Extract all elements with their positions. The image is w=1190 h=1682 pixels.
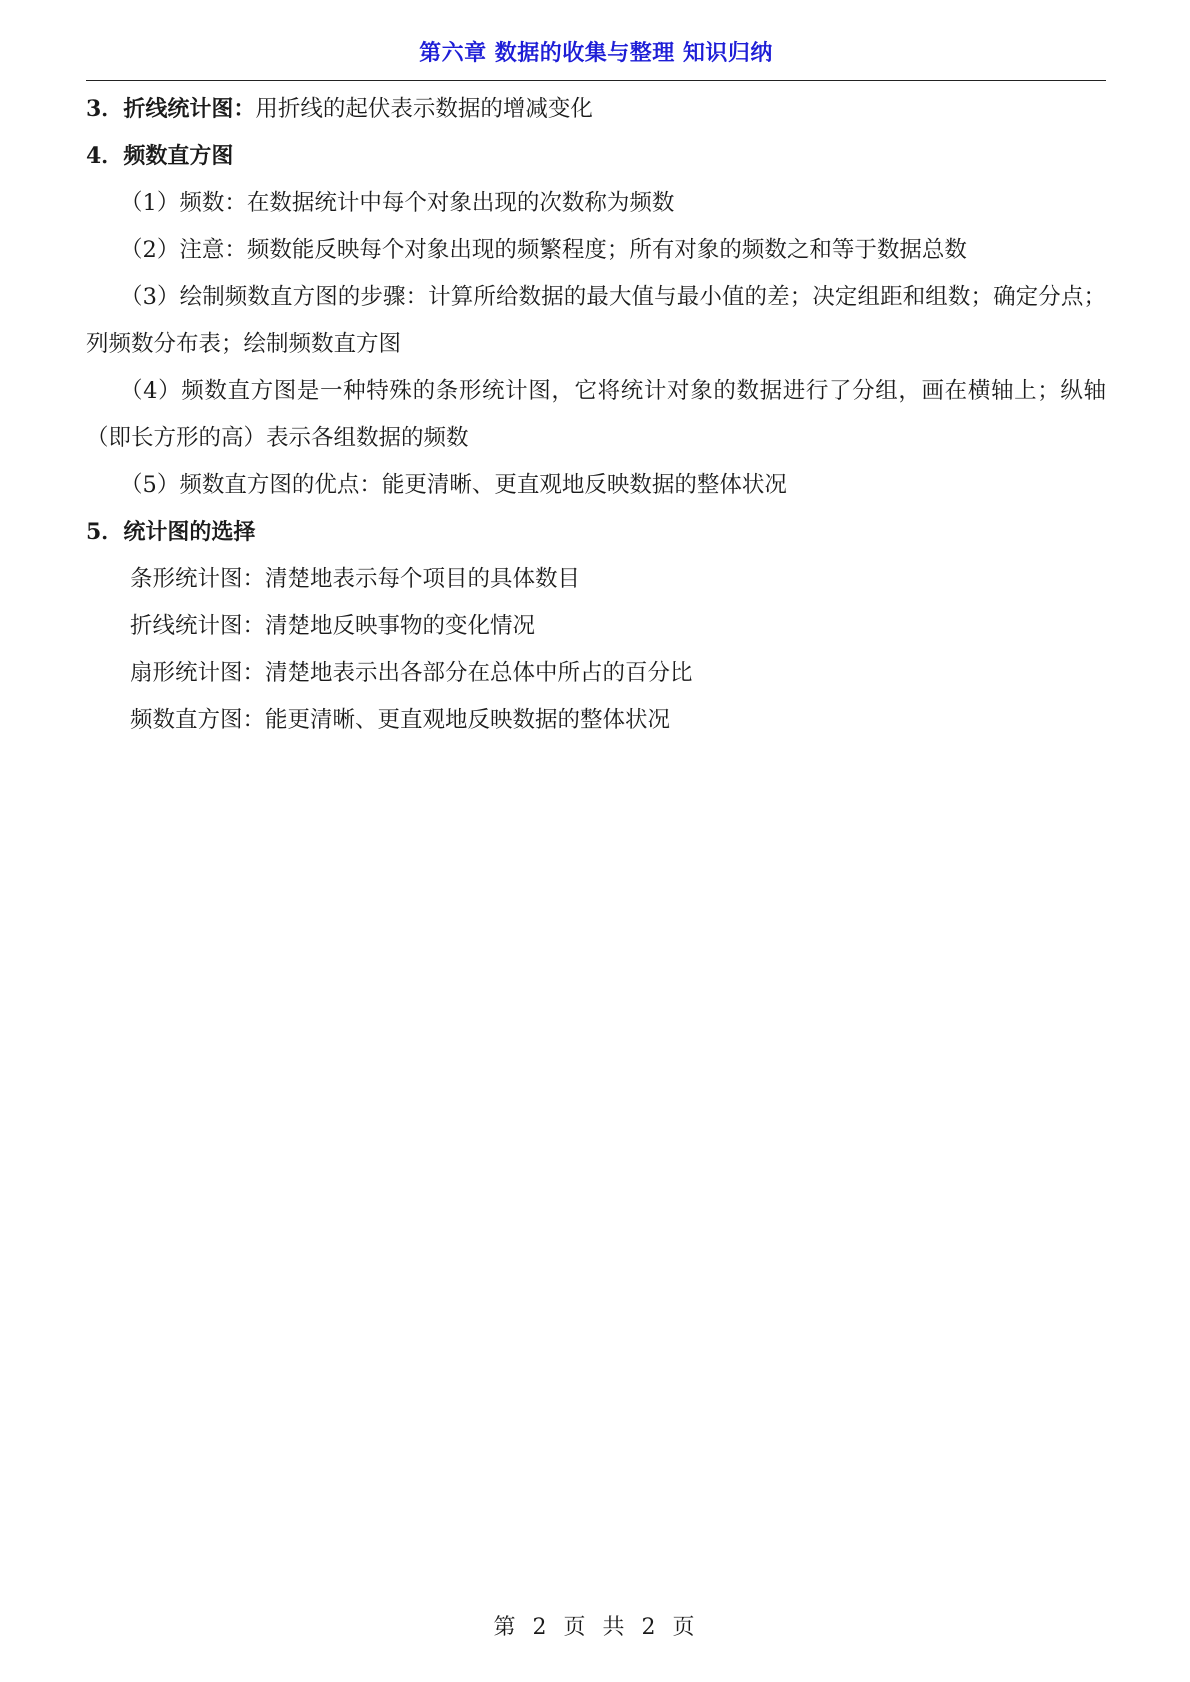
page-footer — [0, 1610, 1190, 1641]
section-3-heading — [86, 86, 1106, 133]
section-4-item-1: （1）频数：在数据统计中每个对象出现的次数称为频数 — [120, 190, 675, 216]
section-4-heading — [86, 133, 1106, 180]
section-5-number: 5． — [86, 519, 124, 545]
section-3-body: 用折线的起伏表示数据的增减变化 — [255, 96, 593, 122]
chart-choice-bar: 条形统计图：清楚地表示每个项目的具体数目 — [130, 566, 581, 592]
chart-choice-histogram: 频数直方图：能更清晰、更直观地反映数据的整体状况 — [130, 707, 671, 733]
section-5-heading — [86, 509, 1106, 556]
chart-choice-pie: 扇形统计图：清楚地表示出各部分在总体中所占的百分比 — [130, 660, 693, 686]
section-4-item-4: （4）频数直方图是一种特殊的条形统计图，它将统计对象的数据进行了分组，画在横轴上；纵轴（即长方形的高）表示各组数据的频数 — [86, 378, 1106, 451]
page-header — [86, 28, 1106, 81]
chart-choice-line: 折线统计图：清楚地反映事物的变化情况 — [130, 613, 536, 639]
page-number-label: 第 2 页 共 2 页 — [493, 1615, 697, 1640]
section-4-title: 频数直方图 — [123, 144, 234, 169]
section-4-item-5: （5）频数直方图的优点：能更清晰、更直观地反映数据的整体状况 — [120, 472, 787, 498]
section-3-number: 3． — [86, 96, 124, 122]
section-5-title: 统计图的选择 — [123, 520, 256, 545]
document-body — [86, 86, 1106, 744]
header-title: 第六章 数据的收集与整理 知识归纳 — [419, 41, 773, 66]
section-4-number: 4． — [86, 143, 124, 169]
section-4-item-2: （2）注意：频数能反映每个对象出现的频繁程度；所有对象的频数之和等于数据总数 — [120, 237, 967, 263]
section-3-title: 折线统计图： — [123, 97, 256, 122]
section-4-item-3: （3）绘制频数直方图的步骤：计算所给数据的最大值与最小值的差；决定组距和组数；确定分点；列频数分布表；绘制频数直方图 — [86, 284, 1106, 357]
